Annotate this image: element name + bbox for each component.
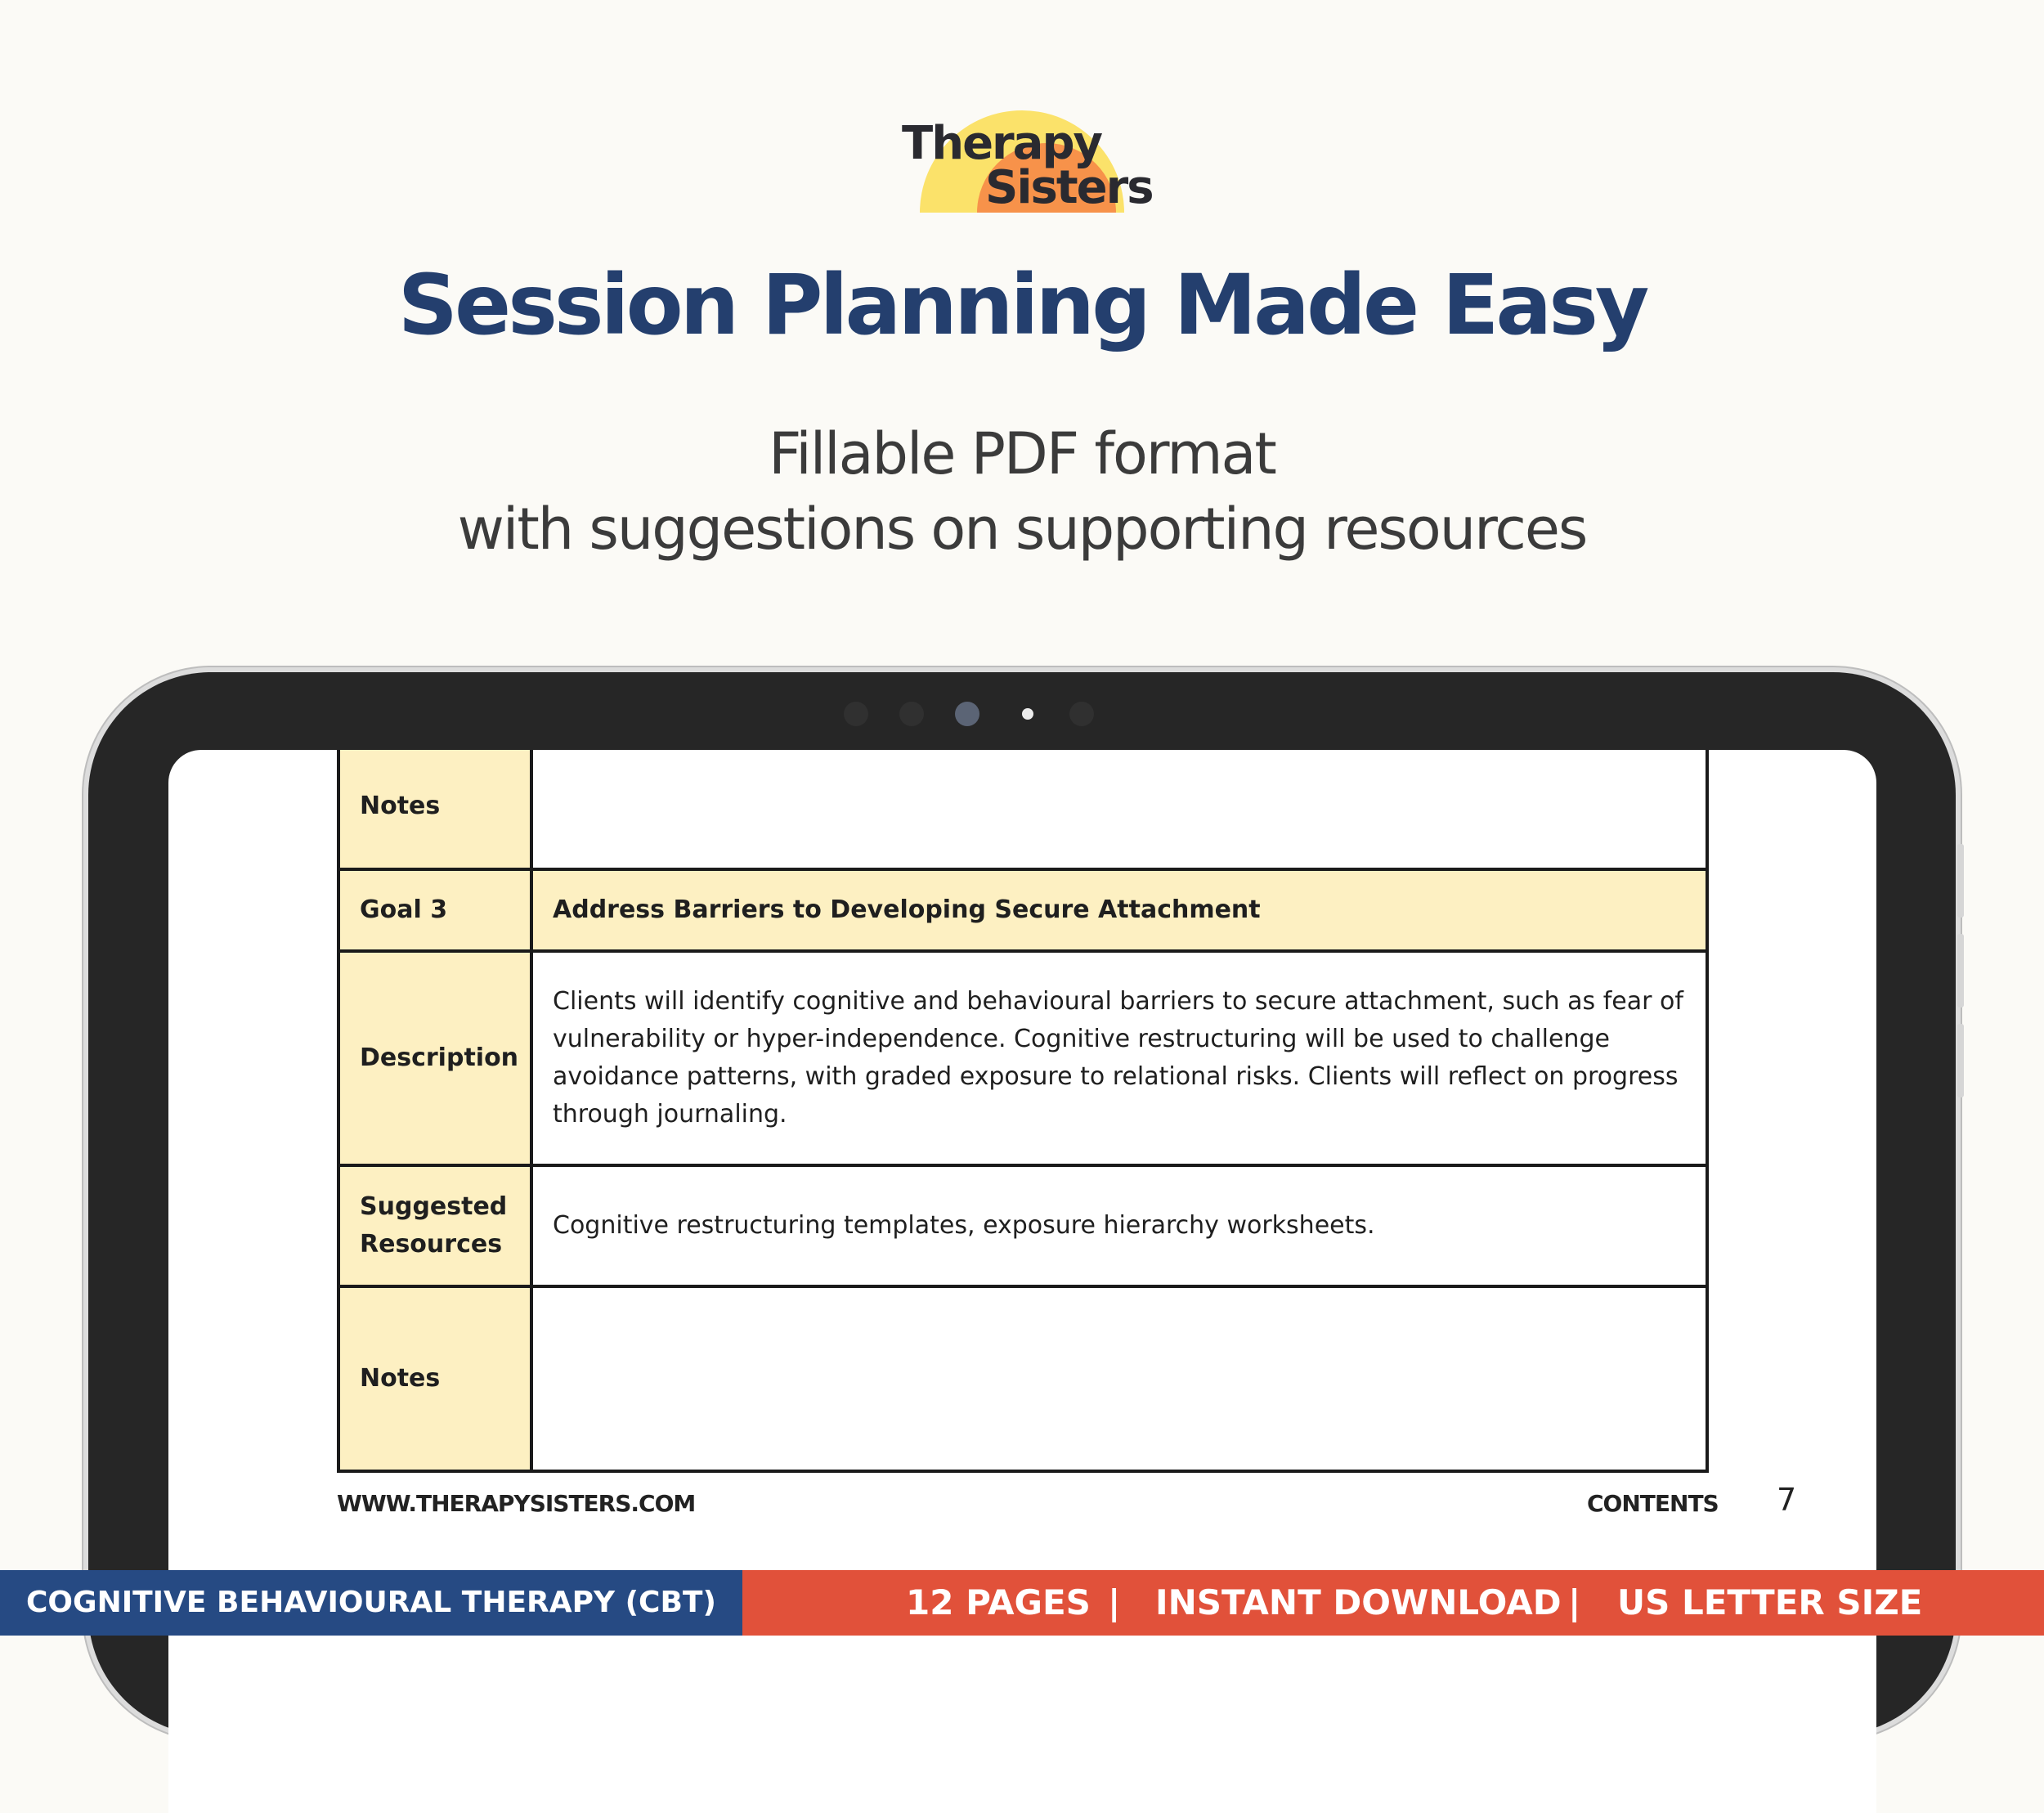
row-label: Suggested Resources xyxy=(338,1165,531,1286)
logo-word-therapy: Therapy xyxy=(902,117,1102,170)
subtitle-line-2: with suggestions on supporting resources xyxy=(457,496,1587,563)
description-field[interactable]: Clients will identify cognitive and behavioural barriers to secure attachment, such as fear of vulnerability or hyper-independence. Cognitive restructuring will be used to challenge avoidance patterns, with graded exposure to relational risks. Clients will reflect on progress through journaling. xyxy=(531,951,1707,1165)
table-row xyxy=(338,951,1707,1165)
subtitle-line-1: Fillable PDF format xyxy=(769,420,1275,487)
row-label: Description xyxy=(338,951,531,1165)
footer-website-link[interactable]: WWW.THERAPYSISTERS.COM xyxy=(337,1490,696,1517)
table-row xyxy=(338,750,1707,869)
notes-field[interactable] xyxy=(531,1286,1707,1471)
banner-size: US LETTER SIZE xyxy=(1617,1582,1923,1622)
row-label: Goal 3 xyxy=(338,869,531,951)
camera-dot-icon xyxy=(899,702,924,726)
table-row xyxy=(338,1286,1707,1471)
goal-title[interactable]: Address Barriers to Developing Secure Attachment xyxy=(531,869,1707,951)
tablet-side-button xyxy=(1957,1024,1964,1097)
row-label: Notes xyxy=(338,1286,531,1471)
session-plan-table xyxy=(337,750,1709,1473)
footer-contents-link[interactable]: CONTENTS xyxy=(1587,1490,1719,1517)
camera-dot-icon xyxy=(844,702,868,726)
feature-banner xyxy=(0,1570,2044,1636)
resources-field[interactable]: Cognitive restructuring templates, exposure hierarchy worksheets. xyxy=(531,1165,1707,1286)
table-row xyxy=(338,1165,1707,1286)
tablet-volume-button xyxy=(1957,844,1964,918)
tablet-volume-button xyxy=(1957,934,1964,1007)
banner-pages: 12 PAGES xyxy=(906,1582,1091,1622)
banner-right-panel xyxy=(742,1570,2044,1636)
logo-word-sisters: Sisters xyxy=(985,161,1153,214)
camera-sensor-icon xyxy=(1022,708,1033,720)
table-row xyxy=(338,869,1707,951)
therapy-sisters-logo xyxy=(895,98,1153,214)
banner-download: INSTANT DOWNLOAD xyxy=(1155,1582,1562,1622)
notes-field[interactable] xyxy=(531,750,1707,869)
banner-left-panel xyxy=(0,1570,742,1636)
row-label: Notes xyxy=(338,750,531,869)
camera-lens-icon xyxy=(955,702,979,726)
camera-dot-icon xyxy=(1069,702,1094,726)
banner-separator: | xyxy=(1568,1582,1581,1622)
banner-separator: | xyxy=(1108,1582,1121,1622)
tablet-screen xyxy=(168,750,1876,1813)
page-title: Session Planning Made Easy xyxy=(397,257,1647,354)
banner-topic: COGNITIVE BEHAVIOURAL THERAPY (CBT) xyxy=(26,1586,716,1619)
page-number: 7 xyxy=(1777,1482,1797,1518)
